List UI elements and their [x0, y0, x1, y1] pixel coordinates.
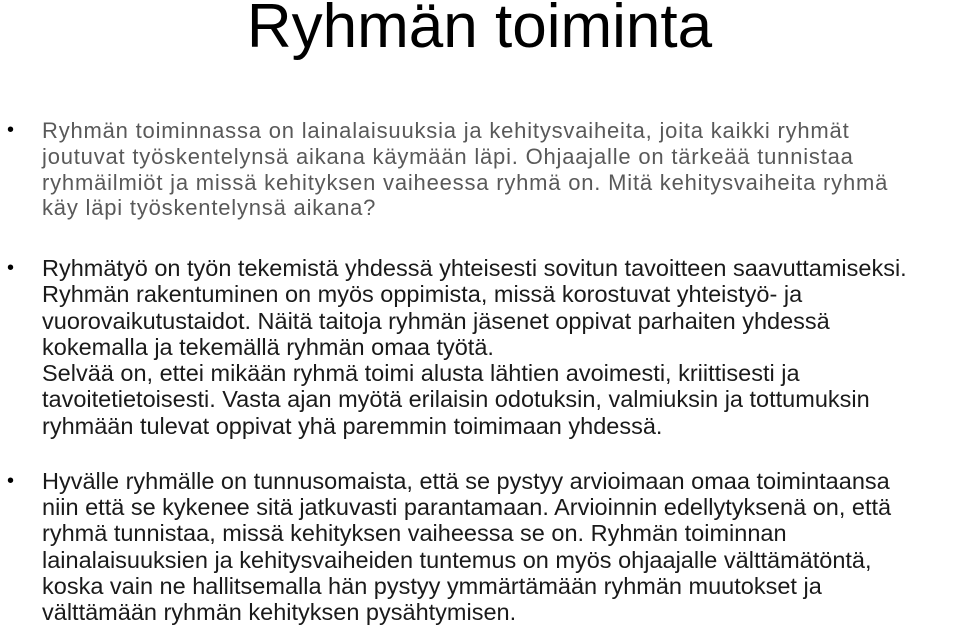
- bullet-text-line: Selvää on, ettei mikään ryhmä toimi alusta lähtien avoimesti, kriittisesti ja: [42, 360, 800, 387]
- bullet-text: [42, 118, 888, 221]
- bullet-item-1: [0, 118, 959, 222]
- bullet-text-line: koska vain ne hallitsemalla hän pystyy ymmärtämään ryhmän muutokset ja: [42, 572, 822, 599]
- bullet-text-line: lainalaisuuksien ja kehitysvaiheiden tuntemus on myös ohjaajalle välttämätöntä,: [42, 546, 872, 573]
- bullet-text: [42, 255, 907, 439]
- bullet-text-line: välttämään ryhmän kehityksen pysähtymisen.: [42, 599, 517, 626]
- bullet-marker: •: [7, 257, 15, 279]
- bullet-item-3: [0, 468, 959, 626]
- bullet-text-line: vuorovaikutustaidot. Näitä taitoja ryhmän jäsenet oppivat parhaiten yhdessä: [42, 307, 830, 334]
- slide-title: Ryhmän toiminta: [246, 0, 713, 61]
- bullet-text-line: ryhmä tunnistaa, missä kehityksen vaiheessa se on. Ryhmän toiminnan: [42, 520, 787, 547]
- bullet-text: [42, 468, 891, 625]
- bullet-text-line: ryhmäilmiöt ja missä kehityksen vaiheessa ryhmä on. Mitä kehitysvaiheita ryhmä: [42, 169, 889, 195]
- bullet-text-line: Ryhmätyö on työn tekemistä yhdessä yhteisesti sovitun tavoitteen saavuttamiseksi.: [42, 255, 907, 281]
- bullet-text-line: tavoitetietoisesti. Vasta ajan myötä erilaisin odotuksin, valmiuksin ja tottumuksin: [42, 386, 870, 413]
- bullet-text-line: niin että se kykenee sitä jatkuvasti parantamaan. Arvioinnin edellytyksenä on, että: [42, 494, 892, 521]
- bullet-text-line: Hyvälle ryhmälle on tunnusomaista, että se pystyy arvioimaan omaa toimintaansa: [42, 468, 890, 494]
- bullet-item-2: [0, 255, 959, 440]
- bullet-text-line: Ryhmän rakentuminen on myös oppimista, missä korostuvat yhteistyö- ja: [42, 281, 803, 308]
- bullet-text-line: kokemalla ja tekemällä ryhmän omaa työtä.: [42, 333, 494, 360]
- bullet-text-line: Ryhmän toiminnassa on lainalaisuuksia ja kehitysvaiheita, joita kaikki ryhmät: [42, 118, 850, 143]
- bullet-marker: •: [7, 119, 15, 141]
- bullet-text-line: ryhmään tulevat oppivat yhä paremmin toimimaan yhdessä.: [42, 412, 663, 439]
- bullet-text-line: käy läpi työskentelynsä aikana?: [42, 195, 377, 221]
- bullet-text-line: joutuvat työskentelynsä aikana käymään läpi. Ohjaajalle on tärkeää tunnistaa: [42, 143, 854, 169]
- bullet-marker: •: [7, 470, 15, 492]
